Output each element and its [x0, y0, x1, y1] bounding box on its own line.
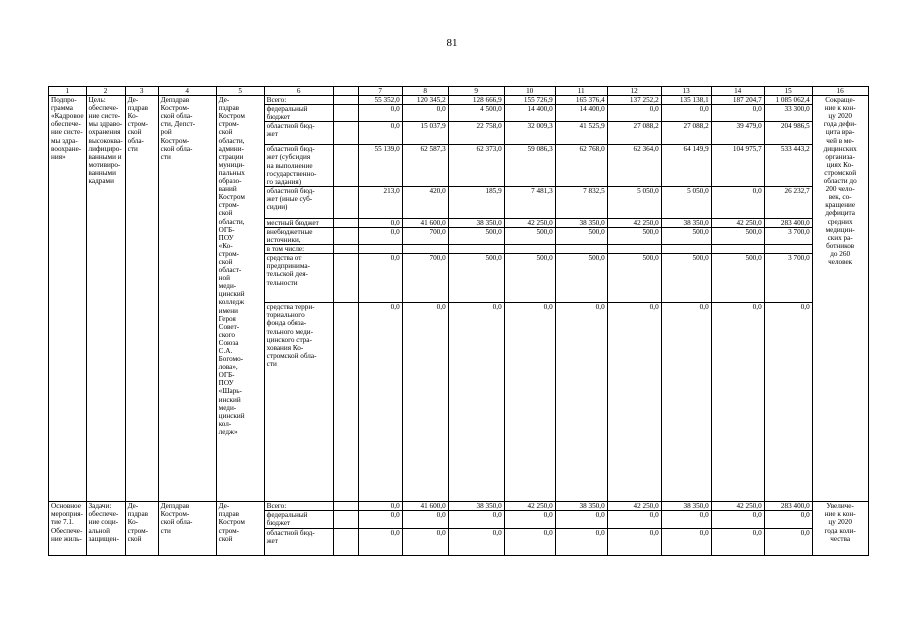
block1-value-cell: 155 726,9	[504, 96, 555, 105]
block1-blank-cell	[333, 218, 358, 227]
block1-value-cell: 32 009,3	[504, 122, 555, 145]
block1-value-cell: 62 373,0	[448, 145, 504, 186]
block1-value-cell: 42 250,0	[504, 218, 555, 227]
block1-value-cell: 7 481,3	[504, 186, 555, 218]
header-cell: 6	[264, 87, 333, 96]
block1-value-cell: 283 400,0	[764, 218, 812, 227]
block1-value-cell: 128 666,9	[448, 96, 504, 105]
block2-value-cell: 42 250,0	[607, 502, 661, 511]
block1-source-label: Всего:	[264, 96, 333, 105]
block1-value-cell: 500,0	[607, 254, 661, 303]
header-cell: 8	[402, 87, 448, 96]
block1-col2: Цель: обеспече- ние систе- мы здраво- охранения высококва- лифициро- ванными и мотивиро- ванными кадрами	[86, 96, 125, 502]
block1-source-label: средства от предпринима- тельской дея- тельности	[264, 254, 333, 303]
block2-source-label: федеральный бюджет	[264, 511, 333, 528]
header-cell: 10	[504, 87, 555, 96]
block1-value-cell: 0,0	[711, 105, 764, 122]
block2-value-cell: 0,0	[607, 511, 661, 528]
block1-value-cell: 500,0	[555, 254, 607, 303]
block1-value-cell: 500,0	[711, 254, 764, 303]
block2-value-cell: 0,0	[358, 502, 402, 511]
block1-value-cell: 0,0	[358, 303, 402, 502]
block2-blank-cell	[333, 528, 358, 555]
block1-source-label: внебюджетные источники,	[264, 227, 333, 244]
block1-value-cell: 55 352,0	[358, 96, 402, 105]
header-cell: 1	[49, 87, 87, 96]
block2-value-cell: 38 350,0	[555, 502, 607, 511]
block1-result: Сокраще- ние к кон- цу 2020 года дефи- цита вра- чей в ме- дицинских организа- циях Ко- стромской области до 200 чело- век, со- кращение дефицита средних медицин- ских ра- ботников до 260 человек	[812, 96, 868, 502]
header-cell: 3	[125, 87, 158, 96]
block1-value-cell: 5 050,0	[661, 186, 711, 218]
header-cell: 16	[812, 87, 868, 96]
block1-source-label: в том числе:	[264, 245, 333, 254]
block1-value-cell: 0,0	[358, 122, 402, 145]
block2-value-cell: 0,0	[607, 528, 661, 555]
block2-result: Увеличе- ние к кон- цу 2020 года коли- чества	[812, 502, 868, 555]
block1-source-label: местный бюджет	[264, 218, 333, 227]
block1-value-cell: 62 768,0	[555, 145, 607, 186]
block1-blank-cell	[333, 186, 358, 218]
block1-value-cell: 104 975,7	[711, 145, 764, 186]
block1-blank-cell	[333, 254, 358, 303]
block1-value-cell: 33 300,0	[764, 105, 812, 122]
block2-value-cell: 0,0	[555, 511, 607, 528]
block1-value-cell: 39 479,0	[711, 122, 764, 145]
block1-value-cell: 3 700,0	[764, 254, 812, 303]
block1-value-cell: 700,0	[402, 254, 448, 303]
block1-value-cell	[402, 245, 448, 254]
block1-blank-cell	[333, 245, 358, 254]
block1-value-cell: 0,0	[358, 227, 402, 244]
block2-source-label: Всего:	[264, 502, 333, 511]
block1-value-cell	[555, 245, 607, 254]
block2-value-cell: 38 350,0	[661, 502, 711, 511]
block1-value-cell: 62 364,0	[607, 145, 661, 186]
block1-row	[49, 96, 869, 105]
header-row	[49, 87, 869, 96]
budget-table	[48, 86, 869, 556]
header-cell: 15	[764, 87, 812, 96]
block1-value-cell: 0,0	[711, 186, 764, 218]
block1-col4: Депздрав Костром- ской обла- сти, Депст- рой Костром- ской обла- сти	[158, 96, 216, 502]
header-cell: 11	[555, 87, 607, 96]
block1-source-label: областной бюд- жет (иные суб- сидии)	[264, 186, 333, 218]
block1-value-cell: 15 037,9	[402, 122, 448, 145]
block1-blank-cell	[333, 227, 358, 244]
block1-value-cell: 533 443,2	[764, 145, 812, 186]
block2-value-cell: 0,0	[711, 511, 764, 528]
block2-value-cell: 0,0	[448, 528, 504, 555]
block2-value-cell: 283 400,0	[764, 502, 812, 511]
block1-value-cell	[711, 245, 764, 254]
block1-value-cell	[358, 245, 402, 254]
block1-value-cell: 1 085 062,4	[764, 96, 812, 105]
block1-source-label: средства терри- ториального фонда обяза- тельного меди- цинского стра- хования Ко- стромской обла- сти	[264, 303, 333, 502]
block1-value-cell: 500,0	[448, 254, 504, 303]
header-cell: 9	[448, 87, 504, 96]
header-cell: 14	[711, 87, 764, 96]
block1-value-cell: 0,0	[661, 105, 711, 122]
block2-value-cell: 0,0	[402, 511, 448, 528]
block1-value-cell: 137 252,2	[607, 96, 661, 105]
block1-value-cell: 500,0	[448, 227, 504, 244]
block2-col1: Основное мероприя- тие 7.1. Обеспече- ние жиль-	[49, 502, 87, 555]
block1-value-cell: 42 250,0	[711, 218, 764, 227]
block2-value-cell: 0,0	[504, 528, 555, 555]
header-cell: 2	[86, 87, 125, 96]
block2-value-cell: 0,0	[555, 528, 607, 555]
block1-source-label: областной бюд- жет	[264, 122, 333, 145]
block2-col4: Депздрав Костром- ской обла- сти	[158, 502, 216, 555]
block1-value-cell: 5 050,0	[607, 186, 661, 218]
block1-value-cell: 135 138,1	[661, 96, 711, 105]
block1-value-cell	[607, 245, 661, 254]
block2-value-cell: 0,0	[402, 528, 448, 555]
block1-blank-cell	[333, 145, 358, 186]
block1-value-cell: 0,0	[711, 303, 764, 502]
block1-value-cell: 22 758,0	[448, 122, 504, 145]
block1-value-cell: 0,0	[358, 105, 402, 122]
block1-col1: Подпро- грамма «Кадровое обеспече- ние систе- мы здра- воохране- ния»	[49, 96, 87, 502]
block1-value-cell: 0,0	[358, 218, 402, 227]
header-cell: 7	[358, 87, 402, 96]
block1-value-cell	[448, 245, 504, 254]
block1-value-cell: 500,0	[711, 227, 764, 244]
block1-value-cell: 0,0	[504, 303, 555, 502]
block1-blank-cell	[333, 303, 358, 502]
block1-value-cell: 0,0	[402, 303, 448, 502]
block1-value-cell: 64 149,9	[661, 145, 711, 186]
block1-value-cell: 500,0	[504, 254, 555, 303]
block2-value-cell: 0,0	[711, 528, 764, 555]
block2-value-cell: 0,0	[764, 528, 812, 555]
block1-blank-cell	[333, 96, 358, 105]
block1-value-cell: 204 986,5	[764, 122, 812, 145]
block1-value-cell: 3 700,0	[764, 227, 812, 244]
block1-value-cell: 26 232,7	[764, 186, 812, 218]
block2-value-cell: 38 350,0	[448, 502, 504, 511]
block1-value-cell: 500,0	[661, 227, 711, 244]
block1-value-cell: 7 832,5	[555, 186, 607, 218]
block1-col3: Де- пздрав Ко- стром- ской обла- сти	[125, 96, 158, 502]
block2-blank-cell	[333, 511, 358, 528]
block1-blank-cell	[333, 122, 358, 145]
block1-value-cell: 0,0	[358, 254, 402, 303]
header-cell: 13	[661, 87, 711, 96]
page-number: 81	[446, 37, 458, 49]
block1-value-cell: 38 350,0	[555, 218, 607, 227]
block1-value-cell: 0,0	[661, 303, 711, 502]
block1-blank-cell	[333, 105, 358, 122]
block1-value-cell: 500,0	[661, 254, 711, 303]
block1-value-cell: 187 204,7	[711, 96, 764, 105]
block1-value-cell: 0,0	[555, 303, 607, 502]
block1-value-cell: 59 086,3	[504, 145, 555, 186]
block1-value-cell: 500,0	[607, 227, 661, 244]
block2-col2: Задачи: обеспече- ние соци- альной защищен-	[86, 502, 125, 555]
header-cell: 12	[607, 87, 661, 96]
block1-value-cell: 38 350,0	[448, 218, 504, 227]
block1-value-cell: 500,0	[555, 227, 607, 244]
header-cell: 4	[158, 87, 216, 96]
block2-col5: Де- пздрав Костром стром- ской	[216, 502, 264, 555]
block1-value-cell: 165 376,4	[555, 96, 607, 105]
block1-value-cell: 420,0	[402, 186, 448, 218]
block1-value-cell: 41 525,9	[555, 122, 607, 145]
block1-value-cell	[504, 245, 555, 254]
block2-value-cell: 0,0	[448, 511, 504, 528]
block1-value-cell: 55 139,0	[358, 145, 402, 186]
block1-value-cell: 700,0	[402, 227, 448, 244]
block2-col3: Де- пздрав Ко- стром- ской	[125, 502, 158, 555]
header-cell: 5	[216, 87, 264, 96]
block1-source-label: областной бюд- жет (субсидия на выполнение государственно- го задания)	[264, 145, 333, 186]
block1-value-cell: 42 250,0	[607, 218, 661, 227]
block1-value-cell: 38 350,0	[661, 218, 711, 227]
block1-value-cell: 0,0	[402, 105, 448, 122]
block1-source-label: федеральный бюджет	[264, 105, 333, 122]
header-cell	[333, 87, 358, 96]
block1-value-cell: 120 345,2	[402, 96, 448, 105]
block1-value-cell: 213,0	[358, 186, 402, 218]
block2-value-cell: 0,0	[764, 511, 812, 528]
block2-value-cell: 42 250,0	[711, 502, 764, 511]
block2-source-label: областной бюд- жет	[264, 528, 333, 555]
block1-value-cell: 185,9	[448, 186, 504, 218]
block2-value-cell: 0,0	[358, 528, 402, 555]
block2-value-cell: 0,0	[661, 511, 711, 528]
block1-value-cell: 0,0	[448, 303, 504, 502]
block1-value-cell: 41 600,0	[402, 218, 448, 227]
block1-value-cell: 0,0	[607, 303, 661, 502]
block1-value-cell: 62 587,3	[402, 145, 448, 186]
block2-value-cell: 0,0	[661, 528, 711, 555]
block1-value-cell	[764, 245, 812, 254]
block2-blank-cell	[333, 502, 358, 511]
block1-value-cell: 0,0	[607, 105, 661, 122]
block2-row	[49, 502, 869, 511]
block1-value-cell: 0,0	[764, 303, 812, 502]
block1-value-cell: 4 500,0	[448, 105, 504, 122]
block1-value-cell: 14 400,0	[555, 105, 607, 122]
block2-value-cell: 41 600,0	[402, 502, 448, 511]
block1-value-cell: 27 088,2	[607, 122, 661, 145]
block1-value-cell: 500,0	[504, 227, 555, 244]
block1-col5: Де- пздрав Костром стром- ской области, админи- страции муници- пальных образо- ваний Костром стром- ской области, ОГБ- ПОУ «Ко- стром- ской област- ной меди- цинский колледж имени Героя Совет- ского Союза С.А. Богомо- лова», ОГБ- ПОУ «Шарь- инский меди- цинский кол- ледж»	[216, 96, 264, 502]
block2-value-cell: 42 250,0	[504, 502, 555, 511]
block1-value-cell: 14 400,0	[504, 105, 555, 122]
block1-value-cell: 27 088,2	[661, 122, 711, 145]
block1-value-cell	[661, 245, 711, 254]
block2-value-cell: 0,0	[358, 511, 402, 528]
block2-value-cell: 0,0	[504, 511, 555, 528]
